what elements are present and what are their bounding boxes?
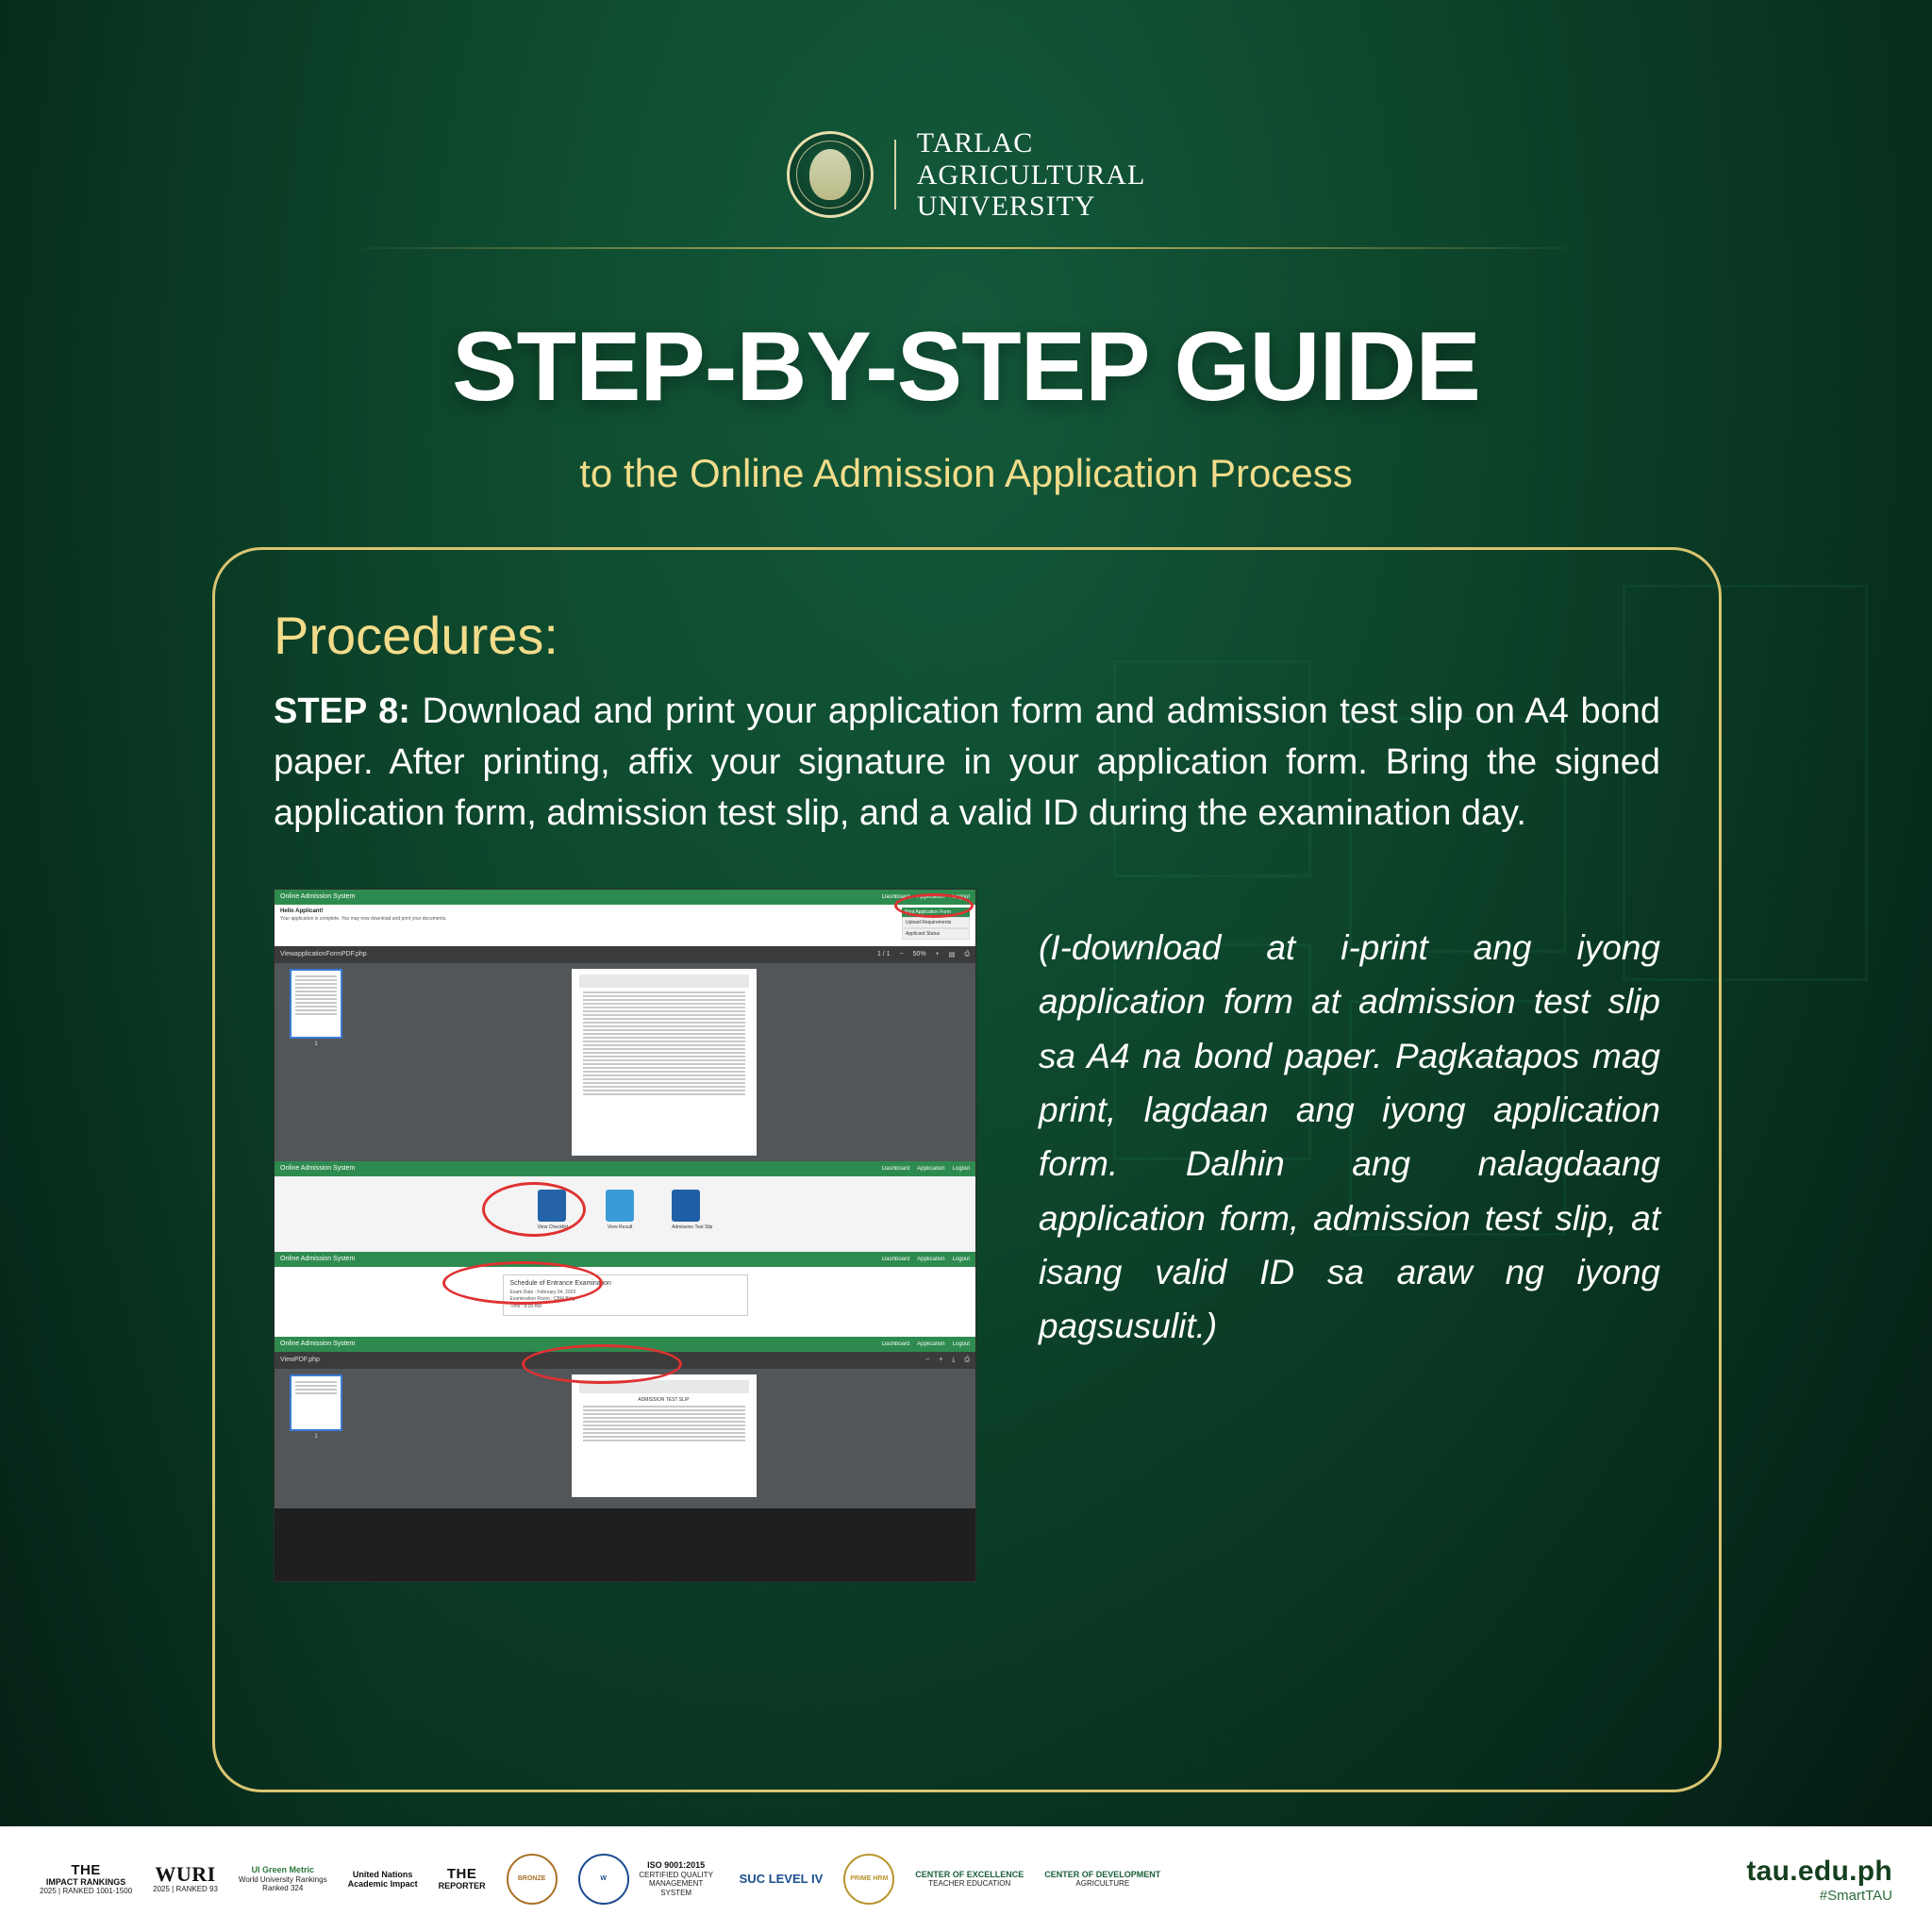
university-seal-icon bbox=[787, 131, 874, 218]
panel4-thumbnail-column: 1 bbox=[280, 1374, 352, 1503]
panel3-schedule-line3: Time : 8:00 AM bbox=[509, 1303, 541, 1309]
panel2-tile-label-2: View Result bbox=[607, 1224, 633, 1230]
hashtag: #SmartTAU bbox=[1819, 1887, 1892, 1904]
website-url[interactable]: tau.edu.ph bbox=[1746, 1855, 1892, 1887]
procedures-heading: Procedures: bbox=[274, 606, 558, 665]
badge-bronze bbox=[507, 1854, 558, 1905]
panel2-tiles bbox=[275, 1176, 975, 1252]
panel1-browser-tab[interactable]: ViewapplicationFormPDF.php bbox=[280, 951, 367, 958]
screenshot-panel-2 bbox=[275, 1161, 975, 1252]
bronze-seal-icon: BRONZE bbox=[507, 1854, 558, 1905]
panel1-menu-status[interactable]: Applicant Status bbox=[902, 928, 970, 940]
footer bbox=[0, 1826, 1932, 1932]
panel1-print-icon[interactable]: ⎙ bbox=[964, 950, 970, 958]
panel4-doc-title: ADMISSION TEST SLIP bbox=[638, 1396, 690, 1403]
panel2-tile-label-3: Admission Test Slip bbox=[672, 1224, 713, 1230]
panel4-appbar bbox=[275, 1337, 975, 1352]
badge-center-of-excellence: CENTER OF EXCELLENCE TEACHER EDUCATION bbox=[915, 1870, 1024, 1889]
screenshot-illustration bbox=[274, 889, 976, 1582]
panel1-greeting: Hello Applicant! bbox=[280, 908, 324, 914]
panel1-appbar bbox=[275, 890, 975, 905]
accreditation-badges bbox=[40, 1854, 1725, 1905]
panel4-pdf-viewer bbox=[275, 1369, 975, 1508]
badge-center-of-development: CENTER OF DEVELOPMENT AGRICULTURE bbox=[1044, 1870, 1161, 1889]
panel4-test-slip-document bbox=[572, 1374, 757, 1497]
panel3-schedule-title: Schedule of Entrance Examination bbox=[509, 1279, 611, 1287]
brand-lockup bbox=[0, 127, 1932, 223]
panel1-download-icon[interactable]: ▤ bbox=[948, 951, 956, 958]
panel3-schedule-line2: Examination Room : CBM Bldg. bbox=[509, 1296, 576, 1303]
panel2-view-checklist-icon[interactable] bbox=[538, 1190, 566, 1222]
panel4-nav-logout[interactable]: Logout bbox=[952, 1341, 970, 1347]
screenshot-panel-1 bbox=[275, 890, 975, 1161]
footer-website bbox=[1746, 1856, 1892, 1904]
panel4-page-thumbnail[interactable] bbox=[290, 1374, 342, 1431]
panel1-zoom-out-icon[interactable]: − bbox=[899, 951, 904, 958]
iso-seal-icon: W bbox=[578, 1854, 629, 1905]
brand-name-line1: TARLAC bbox=[916, 127, 1034, 158]
panel4-app-title: Online Admission System bbox=[280, 1341, 356, 1348]
step-label: STEP 8: bbox=[274, 691, 410, 731]
panel2-appbar bbox=[275, 1161, 975, 1176]
panel4-browser-tab[interactable]: ViewPDF.php bbox=[280, 1357, 320, 1364]
panel1-zoom-in-icon[interactable]: + bbox=[935, 951, 940, 958]
prime-hrm-icon: PRIME HRM bbox=[843, 1854, 894, 1905]
panel3-appbar bbox=[275, 1252, 975, 1267]
brand-name-line2: AGRICULTURAL bbox=[916, 158, 1146, 191]
badge-unai: United Nations Academic Impact bbox=[347, 1869, 418, 1889]
panel1-menu-print[interactable]: Print Application Form bbox=[902, 908, 970, 917]
page-subtitle: to the Online Admission Application Process bbox=[579, 451, 1353, 495]
panel4-print-icon[interactable]: ⎙ bbox=[964, 1356, 970, 1363]
panel4-zoom-in-icon[interactable]: + bbox=[939, 1357, 943, 1364]
panel4-pdf-toolbar bbox=[275, 1352, 975, 1369]
panel4-nav-dashboard[interactable]: Dashboard bbox=[881, 1341, 910, 1347]
panel1-app-title: Online Admission System bbox=[280, 893, 356, 901]
step-body: Download and print your application form and admission test slip on A4 bond paper. After printing, affix your signature in your application form. Bring the signed application form, admission test slip, and a valid ID during the examination day. bbox=[274, 691, 1660, 833]
panel1-page-thumbnail[interactable] bbox=[290, 969, 342, 1039]
brand-name-line3: UNIVERSITY bbox=[916, 191, 1096, 223]
panel1-zoom-level: 50% bbox=[912, 951, 926, 958]
panel3-nav-logout[interactable]: Logout bbox=[952, 1256, 970, 1262]
panel2-nav-application[interactable]: Application bbox=[917, 1165, 945, 1172]
panel1-page-indicator: 1 / 1 bbox=[876, 951, 891, 958]
panel1-pdf-viewer bbox=[275, 963, 975, 1161]
brand-name bbox=[917, 127, 1146, 223]
page-title: STEP-BY-STEP GUIDE bbox=[452, 312, 1480, 422]
logo-divider bbox=[894, 140, 896, 209]
panel3-nav-application[interactable]: Application bbox=[917, 1256, 945, 1262]
panel4-zoom-out-icon[interactable]: − bbox=[925, 1357, 930, 1364]
badge-the-reporter: THE REPORTER bbox=[438, 1866, 486, 1891]
panel4-download-icon[interactable]: ⤓ bbox=[952, 1356, 956, 1363]
panel3-schedule-box bbox=[503, 1274, 748, 1317]
panel2-tile-label-1: View Checklist bbox=[537, 1224, 569, 1230]
procedures-card bbox=[212, 547, 1722, 1792]
panel2-view-result-icon[interactable] bbox=[606, 1190, 634, 1222]
panel1-menu-upload[interactable]: Upload Requirements bbox=[902, 917, 970, 928]
panel3-nav-dashboard[interactable]: Dashboard bbox=[881, 1256, 910, 1262]
panel2-app-title: Online Admission System bbox=[280, 1165, 356, 1173]
panel3-app-title: Online Admission System bbox=[280, 1256, 356, 1263]
badge-iso: W ISO 9001:2015 CERTIFIED QUALITY MANAGEMENT SYSTEM bbox=[578, 1854, 719, 1905]
panel1-nav-application[interactable]: Application bbox=[917, 893, 945, 900]
header-divider bbox=[343, 247, 1589, 249]
translation-paragraph: (I-download at i-print ang iyong application form at admission test slip sa A4 na bond paper. Pagkatapos mag print, lagdaan ang iyong application form. Dalhin ang nalagdaang application form, admission test slip, at isang valid ID sa araw ng iyong pagsusulit.) bbox=[1039, 927, 1660, 1346]
step-paragraph bbox=[274, 687, 1660, 840]
panel2-nav-logout[interactable]: Logout bbox=[952, 1165, 970, 1172]
panel1-thumbnail-column: 1 bbox=[280, 969, 352, 1156]
panel2-nav-dashboard[interactable]: Dashboard bbox=[881, 1165, 910, 1172]
panel1-nav-logout[interactable]: Logout bbox=[952, 893, 970, 900]
panel1-nav-dashboard[interactable]: Dashboard bbox=[881, 893, 910, 900]
screenshot-panel-3 bbox=[275, 1252, 975, 1337]
panel3-schedule-line1: Exam Date : February 04, 2023 bbox=[509, 1289, 576, 1295]
panel2-test-slip-icon[interactable] bbox=[672, 1190, 700, 1222]
badge-suc-level: SUC LEVEL IV bbox=[739, 1871, 824, 1886]
panel4-nav-application[interactable]: Application bbox=[917, 1341, 945, 1347]
badge-prime-hrm bbox=[843, 1854, 894, 1905]
screenshot-panel-4 bbox=[275, 1337, 975, 1508]
badge-ui-greenmetric: UI Green Metric World University Rankings Ranked 324 bbox=[238, 1865, 327, 1893]
panel3-schedule-panel bbox=[275, 1267, 975, 1337]
panel1-note: Your application is complete. You may now download and print your documents. bbox=[280, 915, 447, 922]
panel1-pdf-toolbar bbox=[275, 946, 975, 963]
panel1-application-form-document bbox=[572, 969, 757, 1156]
badge-the-impact: THE IMPACT RANKINGS 2025 | RANKED 1001-1500 bbox=[40, 1861, 133, 1895]
badge-wuri: WURI 2025 | RANKED 93 bbox=[153, 1862, 218, 1894]
